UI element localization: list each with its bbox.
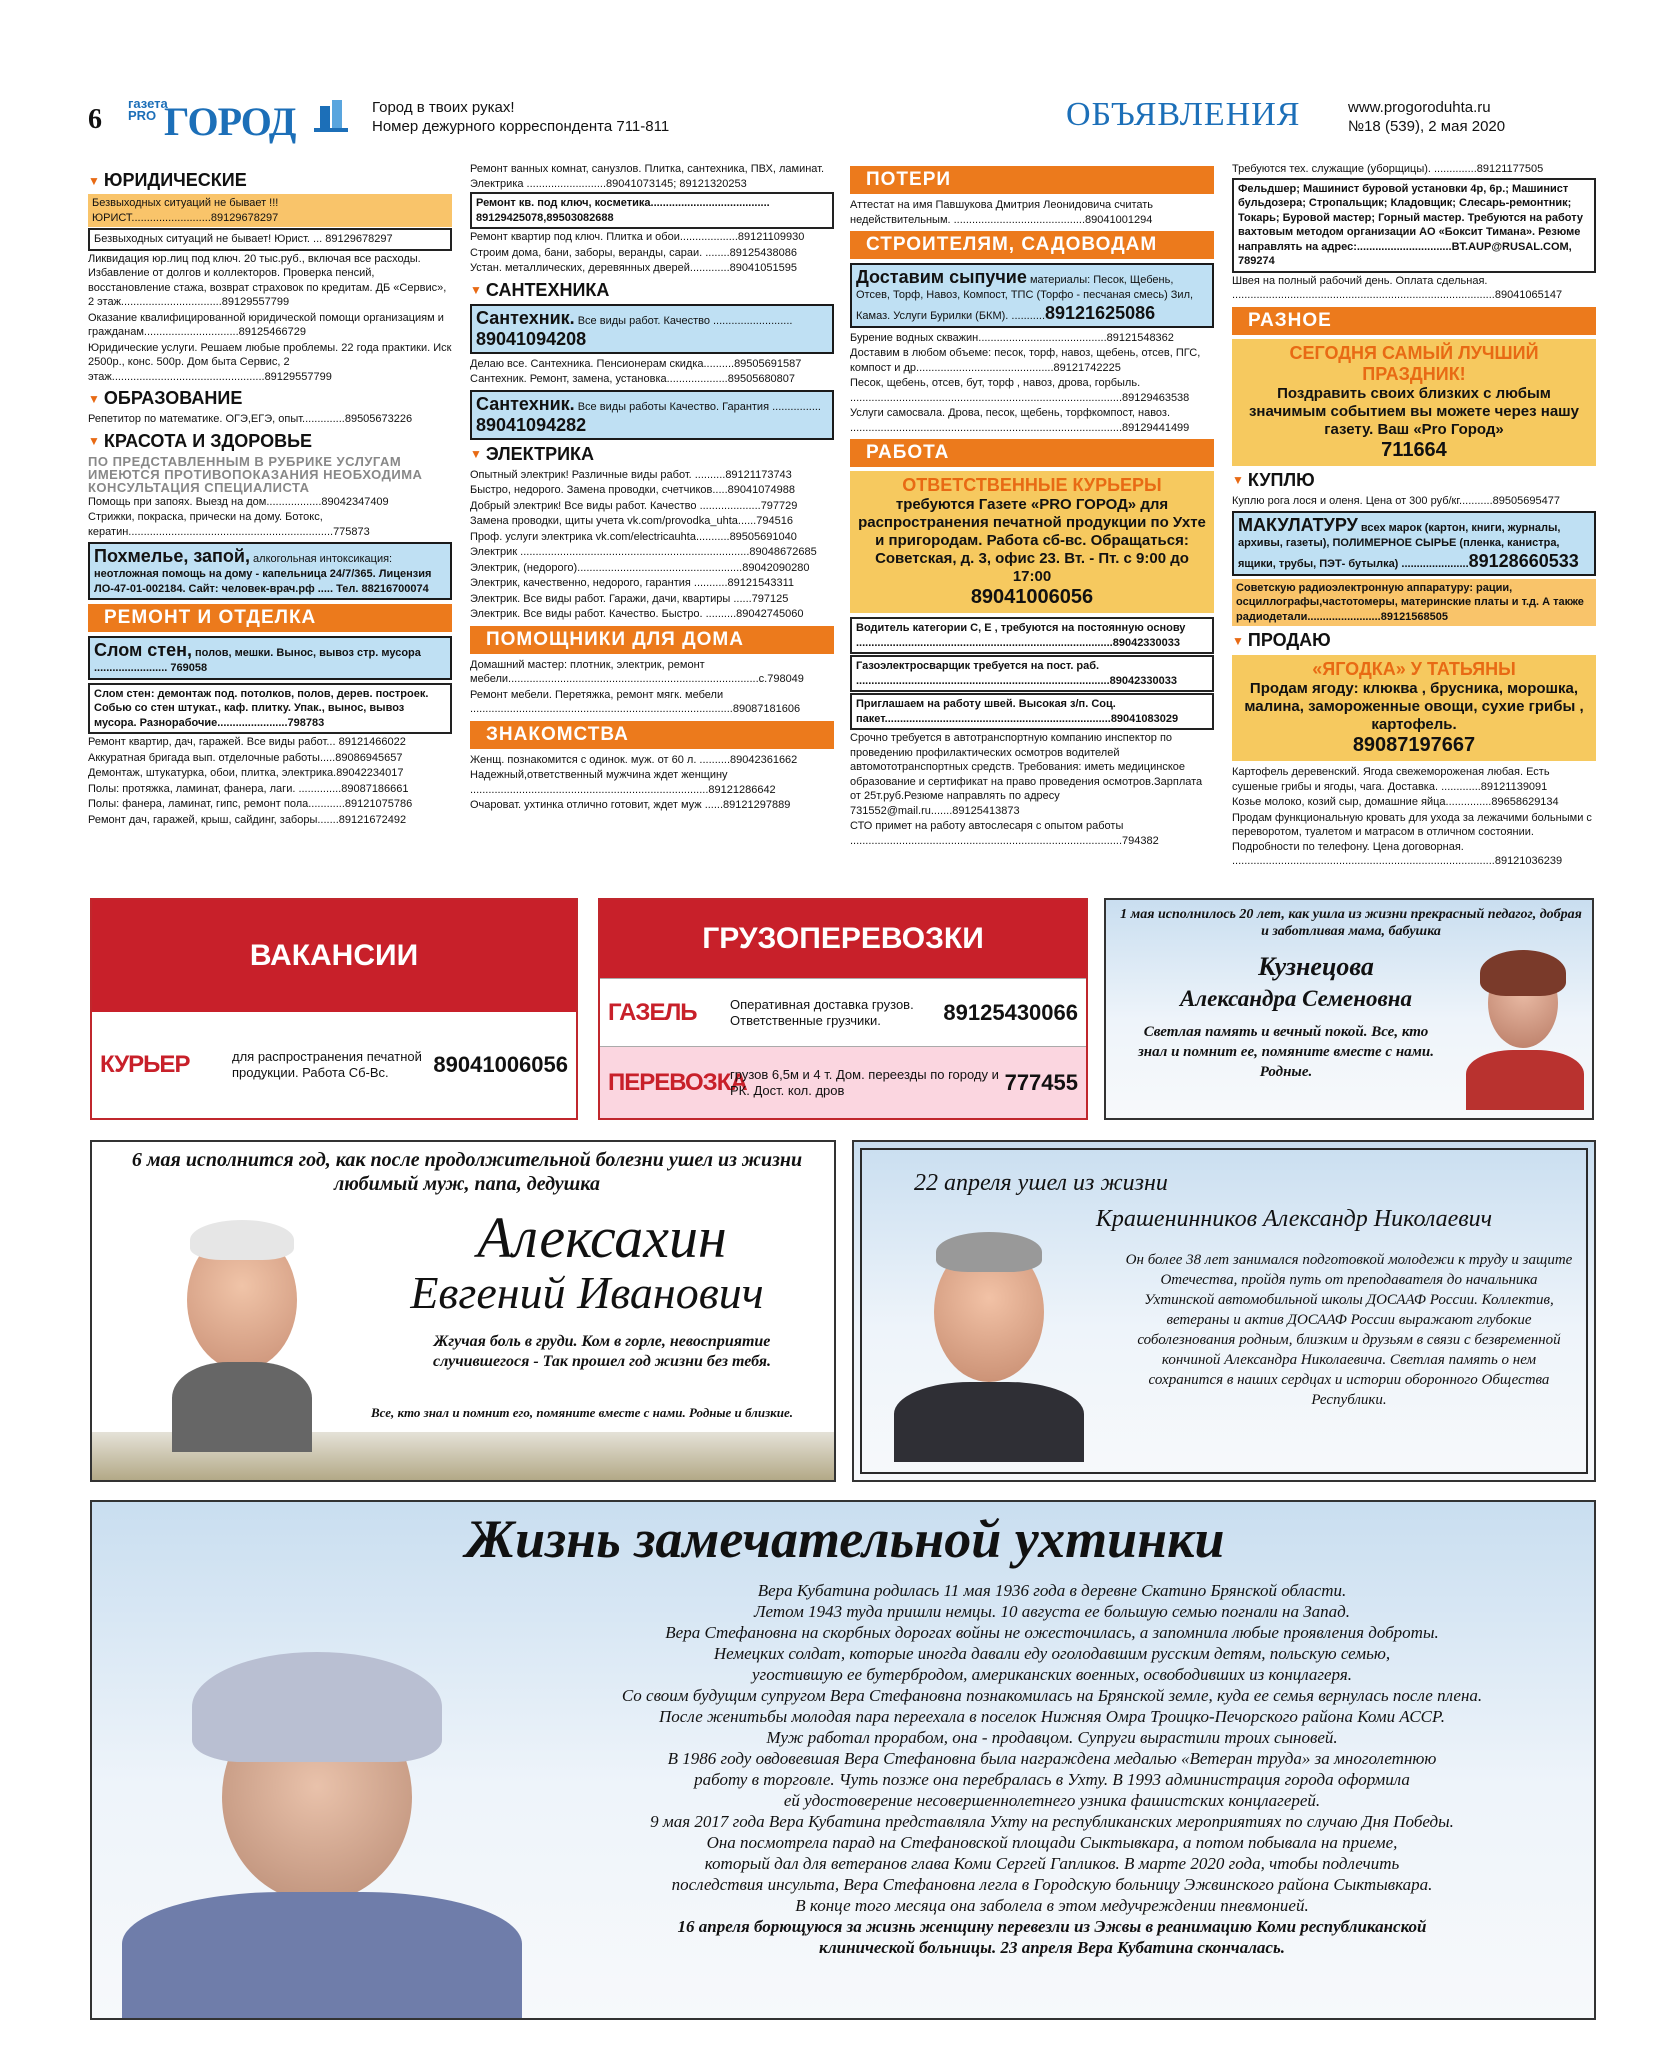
ad-item: Репетитор по математике. ОГЭ,ЕГЭ, опыт..............89505673226 bbox=[88, 413, 413, 425]
ad-item: Проф. услуги электрика vk.com/electricauhta...........89505691040 bbox=[470, 530, 797, 543]
ad-item: Быстро, недорого. Замена проводки, счетчиков.....89041074988 bbox=[470, 484, 795, 496]
obituary-text: Светлая память и вечный покой. Все, кто знал и помнит ее, помяните вместе с нами. Родные. bbox=[1137, 1024, 1435, 1080]
ad-item: Добрый электрик! Все виды работ. Качество ....................797729 bbox=[470, 499, 798, 512]
cargo-desc: грузов 6,5м и 4 т. Дом. переезды по городу и РК. Дост. кол. дров bbox=[730, 1066, 999, 1098]
ad-box bbox=[88, 542, 452, 600]
ad-item: Бурение водных скважин..........................................89121548362 bbox=[850, 331, 1174, 344]
page-number: 6 bbox=[88, 104, 102, 135]
ad-item: Требуются тех. служащие (уборщицы). ..............89121177505 bbox=[1232, 163, 1544, 175]
ad-item: СТО примет на работу автослесаря с опытом работы .........................................................................................794382 bbox=[850, 820, 1159, 847]
ad-item: Делаю все. Сантехника. Пенсионерам скидка..........89505691587 bbox=[470, 357, 802, 370]
story-line: Вера Стефановна на скорбных дорогах войны не ожесточилась, а запомнила любые проявления доброты. bbox=[665, 1623, 1439, 1642]
ad-item: Советскую радиоэлектронную аппаратуру: рации, осциллографы,частотомеры, материнские платы и т.д. А также радиодетали........................89121568505 bbox=[1232, 579, 1596, 627]
arrow-down-icon: ▼ bbox=[1232, 473, 1244, 487]
category-sell: ▼ ПРОДАЮ bbox=[1232, 630, 1331, 650]
ad-item: Куплю рога лося и оленя. Цена от 300 руб/кг...........89505695477 bbox=[1232, 494, 1560, 507]
ad-item: Безвыходных ситуаций не бывает! Юрист. ... 89129678297 bbox=[88, 228, 452, 251]
logo-title: ГОРОД bbox=[164, 99, 296, 144]
ad-item: Юридические услуги. Решаем любые проблемы. 22 года практики. Иск 2500р., конс. 500р. Дом быта Сервис, 2 этаж..................................................89129557799 bbox=[88, 341, 452, 383]
cargo-key: ПЕРЕВОЗКА bbox=[608, 1068, 747, 1096]
story-line: клинической больницы. 23 апреля Вера Кубатина скончалась. bbox=[818, 1938, 1285, 1957]
ad-highlight bbox=[1232, 339, 1596, 466]
disclaimer: ПО ПРЕДСТАВЛЕННЫМ В РУБРИКЕ УСЛУГАМ ИМЕЮТСЯ ПРОТИВОПОКАЗАНИЯ НЕОБХОДИМА КОНСУЛЬТАЦИЯ СПЕЦИАЛИСТА bbox=[88, 453, 423, 495]
story-line: последствия инсульта, Вера Стефановна легла в Городскую больницу Эжвинского района Сыктывкара. bbox=[671, 1875, 1433, 1894]
ad-highlight bbox=[850, 471, 1214, 613]
story-line: который дал для ветеранов глава Коми Сергей Гапликов. В марте 2020 года, чтобы подлечить bbox=[704, 1854, 1400, 1873]
ad-item: Ремонт ванных комнат, санузлов. Плитка, сантехника, ПВХ, ламинат. Электрика ..........................89041073145; 89121320253 bbox=[470, 163, 825, 190]
ad-item: Строим дома, бани, заборы, веранды, сараи. ........89125438086 bbox=[470, 246, 797, 259]
vacancy-desc: для распространения печатной продукции. Работа Сб-Вс. bbox=[232, 1049, 422, 1080]
bar-build: СТРОИТЕЛЯМ, САДОВОДАМ bbox=[850, 231, 1214, 259]
story-line: Она посмотрела парад на Стефановской площади Сыктывкара, а потом побывала на приеме, bbox=[706, 1833, 1398, 1852]
ad-highlight-body: Поздравить своих близких с любым значимым событием вы можете через нашу газету. Ваш «Pro Город» bbox=[1248, 384, 1580, 438]
ad-item: Женщ. познакомится с одинок. муж. от 60 л. ..........89042361662 bbox=[470, 753, 798, 766]
ad-item: Песок, щебень, отсев, бут, торф , навоз, дрова, горбыль. .........................................................................................89129463538 bbox=[850, 377, 1190, 404]
ad-box-body: всех марок (картон, книги, журналы, архивы, газеты), ПОЛИМЕРНОЕ СЫРЬЕ (пленка, канистра, ящики, трубы, ПЭТ- бутылка) ...................... bbox=[1238, 522, 1561, 570]
ad-box-sub: алкогольная интоксикация: bbox=[250, 553, 393, 565]
ad-item: Домашний мастер: плотник, электрик, ремонт мебели..................................................................................с.798049 bbox=[470, 658, 804, 685]
portrait-photo bbox=[132, 1202, 352, 1452]
obituary-surname: Алексахин bbox=[477, 1205, 727, 1270]
column-4 bbox=[1232, 162, 1596, 870]
ad-item: Помощь при запоях. Выезд на дом..................89042347409 bbox=[88, 495, 389, 508]
ad-box bbox=[470, 304, 834, 354]
ad-box-phone: 89121625086 bbox=[1045, 302, 1156, 323]
obituary-aleksakhin bbox=[90, 1140, 836, 1482]
bar-lost: ПОТЕРИ bbox=[850, 166, 1214, 194]
ad-box-phone: 89041094282 bbox=[476, 414, 587, 435]
ad-item: Приглашаем на работу швей. Высокая з/п. Соц. пакет..........................................................................89041083029 bbox=[850, 693, 1214, 730]
story-line: 16 апреля борющуюся за жизнь женщину перевезли из Эжвы в реанимацию Коми республиканской bbox=[677, 1917, 1427, 1936]
category-education: ▼ ОБРАЗОВАНИЕ bbox=[88, 388, 243, 408]
story-line: работу в торговле. Чуть позже она перебралась в Ухту. В 1993 администрация города оформила bbox=[694, 1770, 1410, 1789]
ad-box-phone: 89128660533 bbox=[1468, 550, 1579, 571]
ad-box-body: Все виды работы Качество. Гарантия ................ bbox=[577, 400, 821, 413]
ad-item: Устан. металлических, деревянных дверей.............89041051595 bbox=[470, 262, 797, 274]
vacancy-row bbox=[92, 1012, 576, 1118]
column-2 bbox=[470, 162, 834, 814]
site-link[interactable]: www.progoroduhta.ru bbox=[1348, 99, 1491, 116]
ad-item: Газоэлектросварщик требуется на пост. раб. ...................................................................................89042330033 bbox=[850, 655, 1214, 692]
newspaper-logo bbox=[128, 96, 298, 144]
story-line: Вера Кубатина родилась 11 мая 1936 года в деревне Скатино Брянской области. bbox=[757, 1581, 1347, 1600]
arrow-down-icon: ▼ bbox=[88, 173, 100, 188]
ad-item: Сантехник. Ремонт, замена, установка....................89505680807 bbox=[470, 373, 796, 385]
story-line: Со своим будущим супругом Вера Стефановна познакомилась на Брянской земле, куда ее семья вернулась после плена. bbox=[621, 1686, 1483, 1705]
story-line: В конце того месяца она заболела в этом медучреждении пневмонией. bbox=[795, 1896, 1309, 1915]
portrait-photo bbox=[112, 1642, 532, 2020]
ad-item: Электрик, качественно, недорого, гарантия ...........89121543311 bbox=[470, 577, 794, 589]
category-plumbing: ▼ САНТЕХНИКА bbox=[470, 279, 610, 300]
cargo-panel bbox=[598, 898, 1088, 1120]
ad-highlight-title: ОТВЕТСТВЕННЫЕ КУРЬЕРЫ bbox=[902, 475, 1162, 495]
ad-highlight bbox=[1232, 655, 1596, 761]
vacancies-panel bbox=[90, 898, 578, 1120]
obituary-name: Крашенинников Александр Николаевич bbox=[1095, 1206, 1493, 1232]
ad-box-title: Слом стен, bbox=[94, 640, 192, 660]
ad-item: Электрик. Все виды работ. Гаражи, дачи, квартиры ......797125 bbox=[470, 592, 789, 605]
vacancy-phone: 89041006056 bbox=[433, 1052, 568, 1077]
ad-item: Слом стен: демонтаж под. потолков, полов, дерев. построек. Собью со стен штукат., каф. плитку. Упак., вынос, вывоз мусора. Разнорабочие.......................798783 bbox=[88, 683, 452, 735]
ad-box bbox=[1232, 511, 1596, 576]
ad-highlight-body: Продам ягоду: клюква , брусника, морошка, малина, замороженные овощи, сухие грибы , картофель. bbox=[1244, 680, 1584, 733]
ad-highlight-title: «ЯГОДКА» У ТАТЬЯНЫ bbox=[1312, 659, 1516, 679]
ad-item: Стрижки, покраска, прически на дому. Ботокс, кератин...................................................................775873 bbox=[88, 511, 370, 538]
ad-item: Ремонт мебели. Перетяжка, ремонт мягк. мебели ......................................................................................89087181606 bbox=[470, 688, 801, 715]
ad-item: Услуги самосвала. Дрова, песок, щебень, торфкомпост, навоз. .........................................................................................89129441499 bbox=[850, 407, 1190, 434]
ad-item: Ремонт дач, гаражей, крыш, сайдинг, заборы.......89121672492 bbox=[88, 813, 407, 826]
obituary-heading: 6 мая исполнится год, как после продолжительной болезни ушел из жизни любимый муж, папа, дедушка bbox=[131, 1149, 803, 1195]
category-electrics: ▼ ЭЛЕКТРИКА bbox=[470, 443, 595, 464]
obituary-text-2: Все, кто знал и помнит его, помяните вместе с нами. Родные и близкие. bbox=[371, 1405, 793, 1420]
cargo-key: ГАЗЕЛЬ bbox=[608, 998, 697, 1026]
category-buy: ▼ КУПЛЮ bbox=[1232, 469, 1315, 490]
cargo-row bbox=[600, 978, 1086, 1046]
ad-highlight-phone: 89087197667 bbox=[1352, 734, 1476, 756]
story-line: После женитьбы молодая пара переехала в поселок Нижняя Омра Троицко-Печорского района Коми АССР. bbox=[659, 1707, 1445, 1726]
ad-item: Аккуратная бригада вып. отделочные работы.....89086945657 bbox=[88, 751, 403, 764]
ad-item: Ремонт квартир под ключ. Плитка и обои...................89121109930 bbox=[470, 231, 805, 243]
ad-box-title: Доставим сыпучие bbox=[856, 267, 1027, 287]
bar-helpers: ПОМОЩНИКИ ДЛЯ ДОМА bbox=[470, 626, 834, 654]
story-line: 9 мая 2017 года Вера Кубатина представляла Ухту на республиканских мероприятиях по случаю Дня Победы. bbox=[650, 1812, 1454, 1831]
ad-item: Срочно требуется в автотранспортную компанию инспектор по проведению профилактических осмотров водителей автомототранспортных средств. Требования: иметь медицинское образование и сертификат на право проведения осмотров.Зарплата от 25т.руб.Резюме направлять по адресу 731552@mail.ru.......89125413873 bbox=[850, 732, 1203, 817]
ad-item: Электрик ...........................................................................89048672685 bbox=[470, 546, 817, 558]
ad-box-body: Все виды работ. Качество .......................... bbox=[577, 314, 793, 327]
portrait-photo bbox=[884, 1222, 1094, 1462]
header-tagline bbox=[372, 98, 669, 136]
ad-highlight-phone: 711664 bbox=[1381, 438, 1447, 461]
obituary-heading: 1 мая исполнилось 20 лет, как ушла из жизни прекрасный педагог, добрая и заботливая мама, бабушка bbox=[1120, 907, 1582, 939]
story-panel bbox=[90, 1500, 1596, 2020]
issue-number: №18 (539), 2 мая 2020 bbox=[1348, 118, 1506, 135]
obituary-heading: 22 апреля ушел из жизни bbox=[914, 1170, 1168, 1196]
ad-box bbox=[470, 390, 834, 440]
ad-box-body: полов, мешки. Вынос, вывоз стр. мусора ........................ 769058 bbox=[94, 647, 421, 674]
obituary-name: Евгений Иванович bbox=[410, 1267, 764, 1318]
duty-phone: Номер дежурного корреспондента 711-811 bbox=[372, 118, 670, 135]
arrow-down-icon: ▼ bbox=[88, 434, 100, 448]
cargo-phone: 89125430066 bbox=[943, 999, 1078, 1025]
arrow-down-icon: ▼ bbox=[470, 447, 482, 461]
ad-box-title: Сантехник. bbox=[476, 307, 575, 328]
obituary-kuznetsova bbox=[1104, 898, 1594, 1120]
ad-item: Ликвидация юр.лиц под ключ. 20 тыс.руб., включая все расходы. Избавление от долгов и коллекторов. Проверка пенсий, восстановление стажа, возврат страховок по кредитам. ДБ «Сервис», 2 этаж.................................89129557799 bbox=[88, 252, 447, 308]
ad-box-phone: 89041094208 bbox=[476, 328, 587, 349]
cargo-row bbox=[600, 1046, 1086, 1118]
ad-highlight-body: требуются Газете «PRO ГОРОД» для распространения печатной продукции по Ухте и пригородам. Работа сб-вс. Обращаться: Советская, д. 3, офис 23. Вт. - Пт. с 9:00 до 17:00 bbox=[858, 496, 1206, 585]
logo-prefix: газета PRO bbox=[128, 96, 168, 123]
ad-item: Электрик. Все виды работ. Качество. Быстро. ..........89042745060 bbox=[470, 608, 804, 620]
cargo-title: ГРУЗОПЕРЕВОЗКИ bbox=[600, 900, 1086, 978]
story-line: Летом 1943 туда пришли немцы. 10 августа ее большую семью погнали на Запад. bbox=[754, 1602, 1350, 1621]
ad-item: Ремонт кв. под ключ, косметика....................................... 89129425078,89503082688 bbox=[470, 192, 834, 229]
ad-box bbox=[88, 636, 452, 680]
ad-item: Оказание квалифицированной юридической помощи организациям и гражданам...............................89125466729 bbox=[88, 311, 444, 338]
ad-box-title: Сантехник. bbox=[476, 393, 575, 414]
ad-item: Очароват. ухтинка отлично готовит, ждет муж ......89121297889 bbox=[470, 799, 791, 811]
cargo-phone: 777455 bbox=[1004, 1069, 1078, 1095]
ad-item: Аттестат на имя Павшукова Дмитрия Леонидовича считать недействительным. ...........................................89041001294 bbox=[850, 199, 1154, 226]
arrow-down-icon: ▼ bbox=[470, 283, 482, 297]
section-title: ОБЪЯВЛЕНИЯ bbox=[1066, 96, 1301, 133]
obituary-surname: Кузнецова bbox=[1258, 952, 1374, 981]
ad-item: Швея на полный рабочий день. Оплата сдельная. ......................................................................................89041065147 bbox=[1232, 274, 1563, 301]
category-legal: ▼ ЮРИДИЧЕСКИЕ bbox=[88, 170, 247, 190]
story-line: В 1986 году овдовевшая Вера Стефановна была награждена медалью «Ветеран труда» за многолетнюю bbox=[667, 1749, 1437, 1768]
category-beauty: ▼ КРАСОТА И ЗДОРОВЬЕ bbox=[88, 430, 313, 451]
obituary-text: Он более 38 лет занимался подготовкой молодежи к труду и защите Отечества, пройдя путь от преподавателя до начальника Ухтинской автомобильной школы ДОСААФ России. Коллектив, ветераны и актив ДОСААФ России выражают глубокие соболезнования родным, близким и друзьям в связи с безвременной кончиной Александра Николаевича. Светлая память о нем сохранится в наших сердцах и истории оборонного Общества Республики. bbox=[1125, 1252, 1573, 1408]
ad-box-body: неотложная помощь на дому - капельница 24/7/365. Лицензия ЛО-47-01-002184. Сайт: человек-врач.рф ..... Тел. 88216700074 bbox=[94, 568, 432, 595]
arrow-down-icon: ▼ bbox=[88, 391, 100, 406]
ad-box-body: материалы: Песок, Щебень, Отсев, Торф, Навоз, Компост, ТПС (Торфо - песчаная смесь) Зил, Камаз. Услуги Бурилки (БКМ). ........... bbox=[856, 274, 1194, 322]
ad-highlight-phone: 89041006056 bbox=[970, 586, 1094, 608]
ad-item: Опытный электрик! Различные виды работ. ..........89121173743 bbox=[470, 468, 792, 481]
ad-item: Замена проводки, щиты учета vk.com/provodka_uhta......794516 bbox=[470, 515, 793, 527]
column-3 bbox=[850, 162, 1214, 849]
ad-box-title: МАКУЛАТУРУ bbox=[1238, 515, 1358, 535]
ad-item: Продам функциональную кровать для ухода за лежачими больными с переворотом, туалетом и матрасом в отличном состоянии. Подробности по телефону. Цена договорная. ......................................................................................89121036239 bbox=[1232, 811, 1592, 867]
arrow-down-icon: ▼ bbox=[1232, 633, 1244, 648]
ad-item: Полы: протяжка, ламинат, фанера, лаги. ..............89087186661 bbox=[88, 782, 409, 795]
ad-highlight-title: СЕГОДНЯ САМЫЙ ЛУЧШИЙ ПРАЗДНИК! bbox=[1289, 342, 1539, 384]
ad-item: Электрик, (недорого)......................................................89042090280 bbox=[470, 561, 810, 574]
ad-item: Водитель категории С, Е , требуются на постоянную основу ....................................................................................89042330033 bbox=[850, 617, 1214, 654]
portrait-photo bbox=[1466, 950, 1586, 1110]
obituary-name: Александра Семеновна bbox=[1179, 986, 1413, 1011]
issue-info bbox=[1348, 98, 1505, 136]
ad-item: Безвыходных ситуаций не бывает !!! ЮРИСТ..........................89129678297 bbox=[88, 194, 452, 227]
story-line: угостившую ее бутербродом, американских военных, освободивших из концлагеря. bbox=[752, 1665, 1352, 1684]
ad-item: Демонтаж, штукатурка, обои, плитка, электрика.89042234017 bbox=[88, 767, 404, 779]
ad-item: Надежный,ответственный мужчина ждет женщину ..............................................................................89121286642 bbox=[470, 769, 776, 796]
bar-dating: ЗНАКОМСТВА bbox=[470, 721, 834, 749]
bar-repair: РЕМОНТ И ОТДЕЛКА bbox=[88, 604, 452, 632]
vacancy-key: КУРЬЕР bbox=[100, 1051, 190, 1078]
city-emblem-icon bbox=[312, 96, 352, 136]
story-line: ей удостоверение несовершеннолетнего узника фашистских концлагерей. bbox=[783, 1791, 1321, 1810]
column-1 bbox=[88, 166, 452, 828]
ad-item: Полы: фанера, ламинат, гипс, ремонт пола............89121075786 bbox=[88, 798, 413, 810]
cargo-desc: Оперативная доставка грузов. Ответственные грузчики. bbox=[730, 996, 914, 1028]
ad-box bbox=[850, 263, 1214, 328]
obituary-text: Жгучая боль в груди. Ком в горле, невосприятие случившегося - Так прошел год жизни без тебя. bbox=[433, 1333, 771, 1370]
story-line: Муж работал прорабом, она - продавцом. Супруги вырастили троих сыновей. bbox=[766, 1728, 1338, 1747]
story-title: Жизнь замечательной ухтинки bbox=[465, 1509, 1225, 1569]
ad-item: Фельдшер; Машинист буровой установки 4р, 6р.; Машинист бульдозера; Стропальщик; Кладовщик; Слесарь-ремонтник; Токарь; Буровой мастер; Горный мастер. Требуются на работу вахтовым методом организации АО «Боксит Тимана». Резюме направлять на адрес:...............................BT.AUP@RUSAL.COM, 789274 bbox=[1232, 178, 1596, 273]
story-body bbox=[532, 1580, 1572, 1958]
story-line: Немецких солдат, которые иногда давали еду оголодавшим русским детям, польскую семью, bbox=[713, 1644, 1391, 1663]
ad-box-title: Похмелье, запой, bbox=[94, 546, 250, 566]
vacancies-title: ВАКАНСИИ bbox=[92, 900, 576, 1012]
bar-work: РАБОТА bbox=[850, 439, 1214, 467]
tagline: Город в твоих руках! bbox=[372, 99, 515, 116]
bar-misc: РАЗНОЕ bbox=[1232, 307, 1596, 335]
ad-item: Козье молоко, козий сыр, домашние яйца...............89658629134 bbox=[1232, 796, 1559, 808]
ad-item: Доставим в любом объеме: песок, торф, навоз, щебень, отсев, ПГС, компост и др.............................................89121742225 bbox=[850, 347, 1201, 374]
ad-item: Картофель деревенский. Ягода свежемороженая любая. Есть сушеные грибы и ягоды, чага. Доставка. .............89121139091 bbox=[1232, 766, 1550, 793]
ad-item: Ремонт квартир, дач, гаражей. Все виды работ... 89121466022 bbox=[88, 736, 406, 748]
obituary-krasheninnikov bbox=[852, 1140, 1596, 1482]
